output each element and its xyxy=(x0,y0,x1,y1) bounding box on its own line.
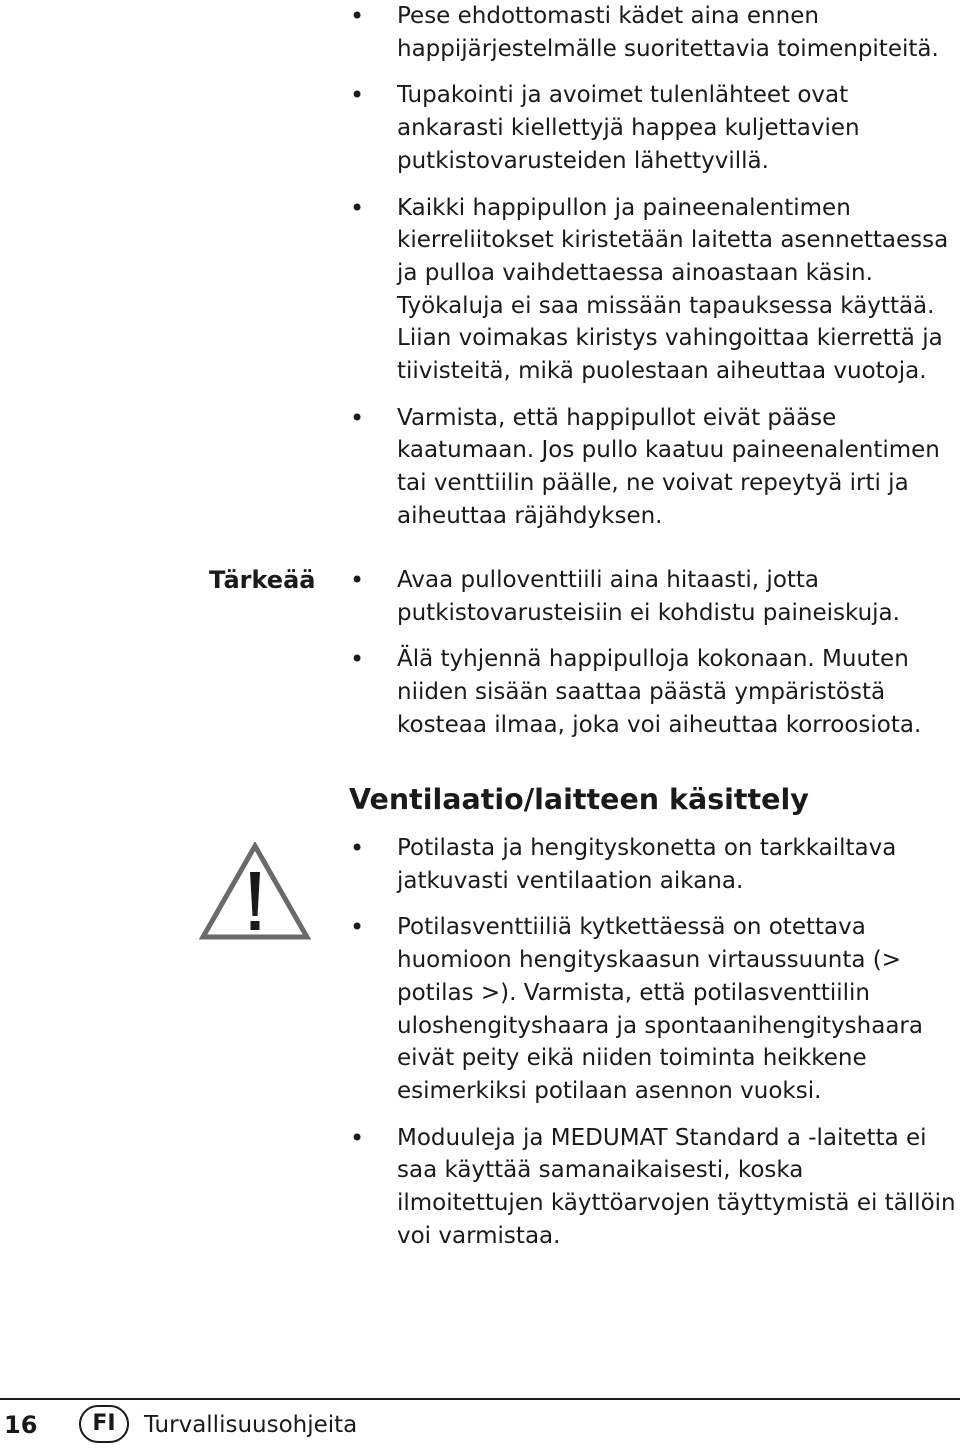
important-label: Tärkeää xyxy=(209,566,316,594)
footer-divider xyxy=(0,1398,960,1400)
list-item: • Tupakointi ja avoimet tulenlähteet ovat ankarasti kiellettyjä happea kuljettavien putkistovarusteiden lähettyvillä. xyxy=(397,79,957,177)
list-item: • Kaikki happipullon ja paineenalentimen kierreliitokset kiristetään laitetta asennettaessa ja pulloa vaihdettaessa ainoastaan käsin. Työkaluja ei saa missään tapauksessa käyttää. Liian voimakas kiristys vahingoittaa kierrettä ja tiivisteitä, mikä puolestaan aiheuttaa vuotoja. xyxy=(397,192,957,388)
list-item: • Pese ehdottomasti kädet aina ennen happijärjestelmälle suoritettavia toimenpiteitä. xyxy=(397,0,957,65)
list-item: • Avaa pulloventtiili aina hitaasti, jotta putkistovarusteisiin ei kohdistu paineiskuja. xyxy=(397,564,957,629)
page-number: 16 xyxy=(4,1411,38,1439)
ventilation-list xyxy=(0,832,960,1266)
list-item: • Moduuleja ja MEDUMAT Standard a -laitetta ei saa käyttää samanaikaisesti, koska ilmoitettujen käyttöarvojen täyttymistä ei tällöin voi varmistaa. xyxy=(397,1122,957,1253)
footer-title: Turvallisuusohjeita xyxy=(144,1412,358,1438)
list-item: • Potilasta ja hengityskonetta on tarkkailtava jatkuvasti ventilaation aikana. xyxy=(397,832,957,897)
important-list xyxy=(0,564,960,756)
list-item: • Älä tyhjennä happipulloja kokonaan. Muuten niiden sisään saattaa päästä ympäristöstä kosteaa ilmaa, joka voi aiheuttaa korroosiota. xyxy=(397,643,957,741)
language-badge: FI xyxy=(79,1405,129,1443)
list-item: • Potilasventtiiliä kytkettäessä on otettava huomioon hengityskaasun virtaussuunta (> potilas >). Varmista, että potilasventtiilin uloshengityshaara ja spontaanihengityshaara eivät peity eikä niiden toiminta heikkene esimerkiksi potilaan asennon vuoksi. xyxy=(397,911,957,1107)
list-item: • Varmista, että happipullot eivät pääse kaatumaan. Jos pullo kaatuu paineenalentimen tai venttiilin päälle, ne voivat repeytyä irti ja aiheuttaa räjähdyksen. xyxy=(397,402,957,533)
section-title: Ventilaatio/laitteen käsittely xyxy=(349,783,809,816)
safety-list xyxy=(0,0,960,547)
